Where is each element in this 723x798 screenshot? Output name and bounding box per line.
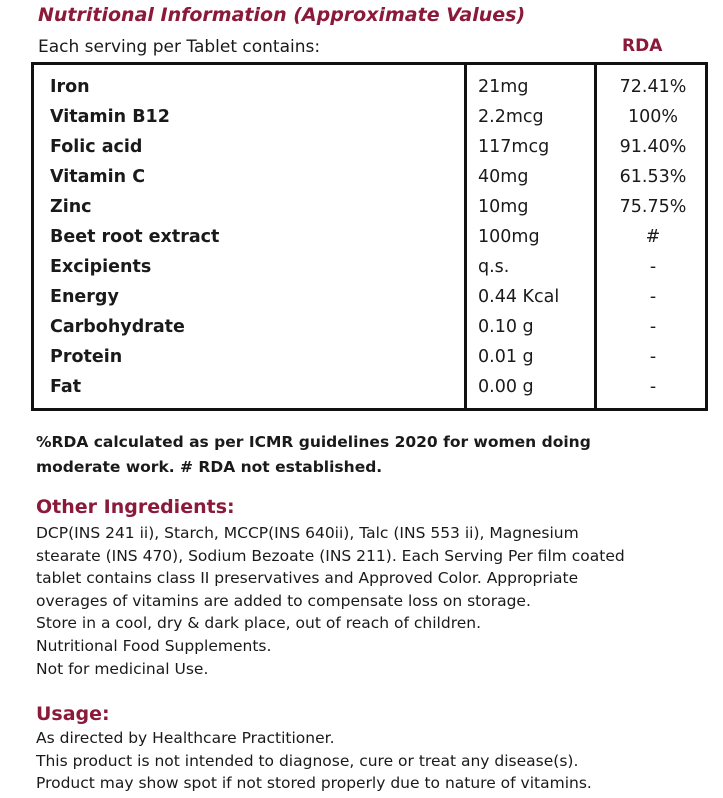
nutrient-name: Iron: [50, 77, 90, 97]
text-line: This product is not intended to diagnose, cure or treat any disease(s).: [36, 751, 579, 770]
other-ingredients-title: Other Ingredients:: [36, 496, 235, 518]
table-row: [34, 77, 705, 107]
nutrient-amount: 0.00 g: [478, 377, 534, 397]
page-title: Nutritional Information (Approximate Values): [38, 4, 526, 26]
nutrient-rda: -: [649, 257, 657, 277]
nutrient-rda: 61.53%: [619, 167, 687, 187]
nutrient-rda: 100%: [627, 107, 679, 127]
footnote-line: moderate work. # RDA not established.: [36, 458, 383, 476]
nutrient-amount: 10mg: [478, 197, 529, 217]
table-row: [34, 227, 705, 257]
usage-text: [36, 727, 721, 795]
nutrient-name: Excipients: [50, 257, 152, 277]
nutrient-amount: 0.44 Kcal: [478, 287, 560, 307]
table-row: [34, 257, 705, 287]
table-row: [34, 347, 705, 377]
nutrient-name: Vitamin C: [50, 167, 146, 187]
nutrient-amount: 117mcg: [478, 137, 550, 157]
nutrient-amount: 40mg: [478, 167, 529, 187]
nutrient-rda: 91.40%: [619, 137, 687, 157]
nutrient-name: Protein: [50, 347, 123, 367]
nutrient-rda: -: [649, 317, 657, 337]
serving-text: Each serving per Tablet contains:: [38, 37, 321, 57]
nutrient-name: Folic acid: [50, 137, 143, 157]
nutrient-amount: 100mg: [478, 227, 540, 247]
rda-footnote: [36, 430, 716, 480]
text-line: As directed by Healthcare Practitioner.: [36, 729, 335, 747]
text-line: Store in a cool, dry & dark place, out of reach of children.: [36, 614, 482, 633]
text-line: Not for medicinal Use.: [36, 659, 209, 678]
nutrient-rda: #: [645, 227, 661, 247]
other-ingredients-text: [36, 522, 721, 680]
text-line: stearate (INS 470), Sodium Bezoate (INS 211). Each Serving Per film coated: [36, 546, 625, 565]
table-row: [34, 287, 705, 317]
nutrition-table: [31, 62, 708, 411]
nutrient-amount: 2.2mcg: [478, 107, 544, 127]
nutrient-amount: 0.10 g: [478, 317, 534, 337]
nutrient-rda: 72.41%: [619, 77, 687, 97]
nutrient-name: Beet root extract: [50, 227, 220, 247]
nutrient-name: Fat: [50, 377, 82, 397]
table-row: [34, 377, 705, 407]
nutrient-name: Energy: [50, 287, 119, 307]
text-line: DCP(INS 241 ii), Starch, MCCP(INS 640ii), Talc (INS 553 ii), Magnesium: [36, 524, 579, 542]
text-line: overages of vitamins are added to compensate loss on storage.: [36, 591, 531, 610]
rda-header: RDA: [622, 36, 663, 56]
footnote-line: %RDA calculated as per ICMR guidelines 2020 for women doing: [36, 433, 591, 451]
usage-title: Usage:: [36, 703, 110, 725]
nutrient-amount: q.s.: [478, 257, 510, 277]
text-line: Nutritional Food Supplements.: [36, 636, 272, 655]
table-row: [34, 137, 705, 167]
nutrient-amount: 0.01 g: [478, 347, 534, 367]
nutrient-rda: -: [649, 287, 657, 307]
table-row: [34, 167, 705, 197]
table-row: [34, 317, 705, 347]
text-line: Product may show spot if not stored properly due to nature of vitamins.: [36, 774, 592, 793]
nutrient-name: Carbohydrate: [50, 317, 185, 337]
text-line: tablet contains class II preservatives and Approved Color. Appropriate: [36, 569, 579, 588]
table-row: [34, 197, 705, 227]
nutrient-name: Zinc: [50, 197, 92, 217]
nutrient-amount: 21mg: [478, 77, 529, 97]
nutrient-rda: -: [649, 347, 657, 367]
nutrient-rda: 75.75%: [619, 197, 687, 217]
table-row: [34, 107, 705, 137]
nutrient-name: Vitamin B12: [50, 107, 170, 127]
nutrient-rda: -: [649, 377, 657, 397]
